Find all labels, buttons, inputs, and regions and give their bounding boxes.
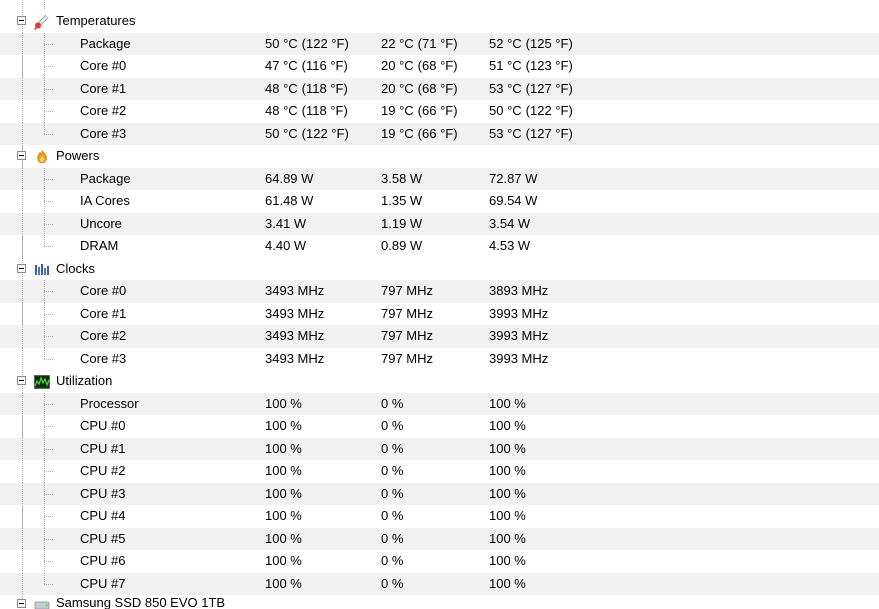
sensor-value-cell xyxy=(265,573,302,596)
sensor-label: Core #0 xyxy=(80,58,127,73)
sensor-max: 3993 MHz xyxy=(489,305,549,321)
sensor-value-cell xyxy=(265,213,306,236)
sensor-max-cell xyxy=(489,78,573,101)
sensor-max: 100 % xyxy=(489,463,526,478)
group-label: Clocks xyxy=(56,260,96,276)
sensor-min-cell xyxy=(381,303,433,326)
sensor-min: 797 MHz xyxy=(381,283,434,298)
sensor-min: 3.58 W xyxy=(381,170,423,186)
sensor-max-fahrenheit: (127 °F) xyxy=(525,125,573,141)
sensor-value: 100 % xyxy=(265,508,302,523)
group-label: Samsung SSD 850 EVO 1TB xyxy=(56,595,226,609)
sensor-value-cell xyxy=(265,280,324,303)
drive-icon xyxy=(34,597,50,609)
sensor-value: 3.41 W xyxy=(265,215,307,231)
sensor-value-cell xyxy=(265,55,348,78)
sensor-value-cell xyxy=(265,550,302,573)
sensor-label: CPU #6 xyxy=(80,553,126,568)
expander-collapse-icon[interactable] xyxy=(17,151,26,160)
sensor-min-fahrenheit: (68 °F) xyxy=(417,58,458,73)
sensor-min-cell xyxy=(381,505,403,528)
sensor-min-cell xyxy=(381,78,458,101)
sensor-min-fahrenheit: (71 °F) xyxy=(417,35,458,51)
sensor-max: 50 °C xyxy=(489,103,522,118)
sensor-label: CPU #5 xyxy=(80,530,126,546)
tree-row[interactable] xyxy=(0,78,879,101)
sensor-max-cell xyxy=(489,528,526,551)
sensor-min-cell xyxy=(381,550,403,573)
activity-graph-icon xyxy=(34,374,50,390)
tree-guide xyxy=(22,78,23,101)
sensor-value: 100 % xyxy=(265,395,302,411)
sensor-value-cell xyxy=(265,348,324,371)
sensor-min-cell xyxy=(381,438,403,461)
sensor-value-fahrenheit: (122 °F) xyxy=(301,35,349,51)
sensor-min: 0 % xyxy=(381,575,404,591)
expander-collapse-icon[interactable] xyxy=(17,599,26,608)
tree-row[interactable] xyxy=(0,280,879,303)
sensor-max-cell xyxy=(489,573,526,596)
sensor-label: Core #2 xyxy=(80,103,127,118)
sensor-min-fahrenheit: (66 °F) xyxy=(417,125,458,141)
sensor-min: 0.89 W xyxy=(381,238,423,253)
sensor-value-cell xyxy=(265,460,302,483)
sensor-label: Core #1 xyxy=(80,305,127,321)
sensor-max: 100 % xyxy=(489,575,526,591)
sensor-min: 1.35 W xyxy=(381,193,423,208)
tree-guide xyxy=(44,235,45,246)
sensor-value-cell xyxy=(265,483,302,506)
sensor-min: 19 °C xyxy=(381,103,414,118)
sensor-value: 61.48 W xyxy=(265,193,314,208)
sensor-max: 53 °C xyxy=(489,125,522,141)
tree-guide xyxy=(44,348,45,359)
sensor-value-cell xyxy=(265,325,324,348)
sensor-max-cell xyxy=(489,235,530,258)
sensor-max: 4.53 W xyxy=(489,238,531,253)
tree-row[interactable] xyxy=(0,460,879,483)
sensor-min: 19 °C xyxy=(381,125,414,141)
sensor-min-cell xyxy=(381,415,403,438)
tree-row[interactable] xyxy=(0,168,879,191)
tree-row[interactable] xyxy=(0,100,879,123)
tree-guide xyxy=(22,573,23,596)
sensor-max: 3993 MHz xyxy=(489,350,549,366)
sensor-label: CPU #0 xyxy=(80,418,126,433)
tree-guide xyxy=(22,505,23,528)
tree-row-partial-bottom[interactable] xyxy=(0,595,879,609)
sensor-value: 100 % xyxy=(265,485,302,501)
tree-row[interactable] xyxy=(0,528,879,551)
sensor-max: 3.54 W xyxy=(489,215,531,231)
sensor-max-cell xyxy=(489,438,526,461)
sensor-value: 3493 MHz xyxy=(265,283,325,298)
tree-group-temperatures[interactable] xyxy=(0,10,879,33)
sensor-max: 100 % xyxy=(489,418,526,433)
sensor-max-cell xyxy=(489,100,573,123)
tree-guide xyxy=(44,66,54,67)
sensor-label: Package xyxy=(80,35,131,51)
sensor-max-cell xyxy=(489,168,537,191)
sensor-max-fahrenheit: (125 °F) xyxy=(525,35,573,51)
tree-guide xyxy=(44,44,54,45)
sensor-value: 4.40 W xyxy=(265,238,307,253)
sensor-label: CPU #4 xyxy=(80,508,126,523)
sensor-value: 3493 MHz xyxy=(265,305,325,321)
tree-guide xyxy=(22,235,23,258)
tree-guide xyxy=(44,471,54,472)
tree-guide xyxy=(22,168,23,191)
sensor-max-cell xyxy=(489,213,530,236)
tree-guide xyxy=(22,190,23,213)
expander-collapse-icon[interactable] xyxy=(17,264,26,273)
tree-guide xyxy=(22,393,23,416)
sensor-value-cell xyxy=(265,123,349,146)
sensor-max: 3993 MHz xyxy=(489,328,549,343)
sensor-value-cell xyxy=(265,415,302,438)
tree-guide xyxy=(22,325,23,348)
sensor-max-cell xyxy=(489,348,548,371)
tree-row[interactable] xyxy=(0,213,879,236)
sensor-value: 100 % xyxy=(265,575,302,591)
tree-guide xyxy=(44,111,54,112)
tree-guide xyxy=(22,460,23,483)
group-label: Utilization xyxy=(56,373,113,388)
tree-guide xyxy=(22,415,23,438)
sensor-min: 797 MHz xyxy=(381,350,434,366)
tree-guide xyxy=(44,426,54,427)
sensor-value-fahrenheit: (118 °F) xyxy=(301,103,348,118)
sensor-max: 100 % xyxy=(489,485,526,501)
tree-guide xyxy=(22,33,23,56)
tree-row[interactable] xyxy=(0,55,879,78)
sensor-min-cell xyxy=(381,460,403,483)
flame-icon xyxy=(34,149,50,165)
sensor-min: 20 °C xyxy=(381,58,414,73)
sensor-min-cell xyxy=(381,280,433,303)
tree-row[interactable] xyxy=(0,348,879,371)
tree-group-utilization[interactable] xyxy=(0,370,879,393)
sensor-label: Package xyxy=(80,170,131,186)
tree-guide xyxy=(44,291,54,292)
sensor-label: CPU #2 xyxy=(80,463,126,478)
sensor-min: 0 % xyxy=(381,418,404,433)
sensor-max-cell xyxy=(489,550,526,573)
sensor-min: 0 % xyxy=(381,508,404,523)
sensor-min: 0 % xyxy=(381,440,404,456)
sensor-value-cell xyxy=(265,100,348,123)
sensor-min-cell xyxy=(381,573,403,596)
tree-guide xyxy=(44,224,54,225)
sensor-max: 53 °C xyxy=(489,80,522,96)
tree-guide xyxy=(44,584,54,585)
sensor-label: CPU #1 xyxy=(80,440,126,456)
tree-guide xyxy=(44,573,45,584)
sensor-label: Uncore xyxy=(80,215,122,231)
sensor-min: 797 MHz xyxy=(381,328,434,343)
tree-guide xyxy=(44,336,54,337)
sensor-value: 3493 MHz xyxy=(265,328,325,343)
sensor-label: IA Cores xyxy=(80,193,130,208)
sensor-min-fahrenheit: (68 °F) xyxy=(417,80,458,96)
tree-row[interactable] xyxy=(0,573,879,596)
sensor-value-fahrenheit: (116 °F) xyxy=(301,58,348,73)
sensor-max-cell xyxy=(489,505,526,528)
sensor-max-cell xyxy=(489,190,537,213)
sensor-max-cell xyxy=(489,303,548,326)
sensor-label: CPU #7 xyxy=(80,575,126,591)
sensor-max: 100 % xyxy=(489,508,526,523)
sensor-label: DRAM xyxy=(80,238,119,253)
sensor-min-cell xyxy=(381,235,422,258)
sensor-max: 100 % xyxy=(489,530,526,546)
tree-guide xyxy=(22,0,23,10)
sensor-value-cell xyxy=(265,190,313,213)
tree-guide xyxy=(44,404,54,405)
group-label: Powers xyxy=(56,148,100,163)
sensor-value-cell xyxy=(265,438,302,461)
sensor-value-cell xyxy=(265,168,313,191)
sensor-max: 52 °C xyxy=(489,35,522,51)
tree-guide xyxy=(44,89,54,90)
sensor-min-cell xyxy=(381,213,422,236)
tree-row[interactable] xyxy=(0,483,879,506)
tree-row[interactable] xyxy=(0,505,879,528)
tree-guide xyxy=(22,123,23,146)
tree-guide xyxy=(44,494,54,495)
sensor-min-cell xyxy=(381,393,403,416)
tree-guide xyxy=(44,561,54,562)
sensor-value: 100 % xyxy=(265,463,302,478)
tree-guide xyxy=(44,359,54,360)
sensor-min: 0 % xyxy=(381,553,404,568)
sensor-value-cell xyxy=(265,505,302,528)
sensor-label: Core #2 xyxy=(80,328,127,343)
tree-guide xyxy=(22,303,23,326)
sensor-max: 69.54 W xyxy=(489,193,538,208)
sensor-min-cell xyxy=(381,483,403,506)
tree-row[interactable] xyxy=(0,438,879,461)
tree-guide xyxy=(44,449,54,450)
tree-guide xyxy=(22,100,23,123)
sensor-max-cell xyxy=(489,483,526,506)
sensor-value-fahrenheit: (118 °F) xyxy=(301,80,348,96)
sensor-value-cell xyxy=(265,235,306,258)
sensor-value: 100 % xyxy=(265,530,302,546)
sensor-max-cell xyxy=(489,33,573,56)
tree-group-clocks[interactable] xyxy=(0,258,879,281)
sensor-label: CPU #3 xyxy=(80,485,126,501)
tree-group-powers[interactable] xyxy=(0,145,879,168)
sensor-max-cell xyxy=(489,415,526,438)
group-label: Temperatures xyxy=(56,13,136,28)
sensor-min: 0 % xyxy=(381,463,404,478)
tree-row[interactable] xyxy=(0,325,879,348)
tree-guide xyxy=(44,314,54,315)
tree-guide xyxy=(22,280,23,303)
sensor-min: 0 % xyxy=(381,395,404,411)
tree-guide xyxy=(22,550,23,573)
tree-guide xyxy=(44,0,45,10)
sensor-value: 3493 MHz xyxy=(265,350,325,366)
tree-row-partial-top[interactable] xyxy=(0,0,879,10)
tree-guide xyxy=(44,539,54,540)
expander-collapse-icon[interactable] xyxy=(17,16,26,25)
sensor-max: 51 °C xyxy=(489,58,522,73)
sensor-min-cell xyxy=(381,33,458,56)
sensor-max-cell xyxy=(489,55,573,78)
sensor-min-cell xyxy=(381,123,458,146)
sensor-max-cell xyxy=(489,280,548,303)
sensor-max-fahrenheit: (122 °F) xyxy=(525,103,573,118)
sensor-max: 100 % xyxy=(489,440,526,456)
sensor-label: Core #1 xyxy=(80,80,127,96)
sensor-max: 100 % xyxy=(489,553,526,568)
sensor-label: Core #3 xyxy=(80,125,127,141)
tree-guide xyxy=(44,134,54,135)
tree-row[interactable] xyxy=(0,393,879,416)
tree-row[interactable] xyxy=(0,123,879,146)
sensor-min: 22 °C xyxy=(381,35,414,51)
tree-guide xyxy=(44,201,54,202)
sensor-value: 100 % xyxy=(265,418,302,433)
sensor-value-cell xyxy=(265,33,349,56)
tree-guide xyxy=(22,438,23,461)
sensor-value-cell xyxy=(265,78,348,101)
sensor-value-cell xyxy=(265,528,302,551)
tree-guide xyxy=(22,213,23,236)
tree-guide xyxy=(22,55,23,78)
sensor-min: 0 % xyxy=(381,485,404,501)
tree-row[interactable] xyxy=(0,190,879,213)
sensor-label: Core #0 xyxy=(80,283,127,298)
tree-guide xyxy=(44,123,45,134)
sensor-label: Processor xyxy=(80,395,139,411)
sensor-value: 48 °C xyxy=(265,103,298,118)
clock-bars-icon xyxy=(34,262,50,278)
sensor-value: 64.89 W xyxy=(265,170,314,186)
sensor-min-fahrenheit: (66 °F) xyxy=(417,103,458,118)
sensor-max: 72.87 W xyxy=(489,170,538,186)
sensor-min-cell xyxy=(381,528,403,551)
sensor-label: Core #3 xyxy=(80,350,127,366)
sensor-max-cell xyxy=(489,123,573,146)
tree-row[interactable] xyxy=(0,235,879,258)
sensor-min-cell xyxy=(381,325,433,348)
sensor-min-cell xyxy=(381,348,433,371)
expander-collapse-icon[interactable] xyxy=(17,376,26,385)
tree-guide xyxy=(22,348,23,371)
sensor-value: 100 % xyxy=(265,553,302,568)
tree-row[interactable] xyxy=(0,303,879,326)
sensor-min-cell xyxy=(381,100,458,123)
sensor-value: 47 °C xyxy=(265,58,298,73)
sensor-max-cell xyxy=(489,325,548,348)
sensor-max: 100 % xyxy=(489,395,526,411)
thermometer-icon xyxy=(34,14,50,30)
sensor-min-cell xyxy=(381,55,458,78)
tree-row[interactable] xyxy=(0,550,879,573)
sensor-min-cell xyxy=(381,190,422,213)
sensor-max-cell xyxy=(489,460,526,483)
tree-row[interactable] xyxy=(0,33,879,56)
sensor-max-fahrenheit: (123 °F) xyxy=(525,58,573,73)
tree-guide xyxy=(44,179,54,180)
sensor-value-cell xyxy=(265,303,324,326)
sensor-value-cell xyxy=(265,393,302,416)
sensor-min-cell xyxy=(381,168,422,191)
tree-guide xyxy=(44,246,54,247)
sensor-min: 1.19 W xyxy=(381,215,423,231)
sensor-max: 3893 MHz xyxy=(489,283,549,298)
sensor-min: 797 MHz xyxy=(381,305,434,321)
tree-guide xyxy=(22,483,23,506)
tree-guide xyxy=(22,528,23,551)
sensor-max-fahrenheit: (127 °F) xyxy=(525,80,573,96)
sensor-value: 48 °C xyxy=(265,80,298,96)
sensor-min: 20 °C xyxy=(381,80,414,96)
sensor-value: 50 °C xyxy=(265,35,298,51)
tree-guide xyxy=(44,516,54,517)
sensor-max-cell xyxy=(489,393,526,416)
tree-row[interactable] xyxy=(0,415,879,438)
sensor-value: 100 % xyxy=(265,440,302,456)
sensor-value-fahrenheit: (122 °F) xyxy=(301,125,349,141)
sensor-value: 50 °C xyxy=(265,125,298,141)
sensor-min: 0 % xyxy=(381,530,404,546)
